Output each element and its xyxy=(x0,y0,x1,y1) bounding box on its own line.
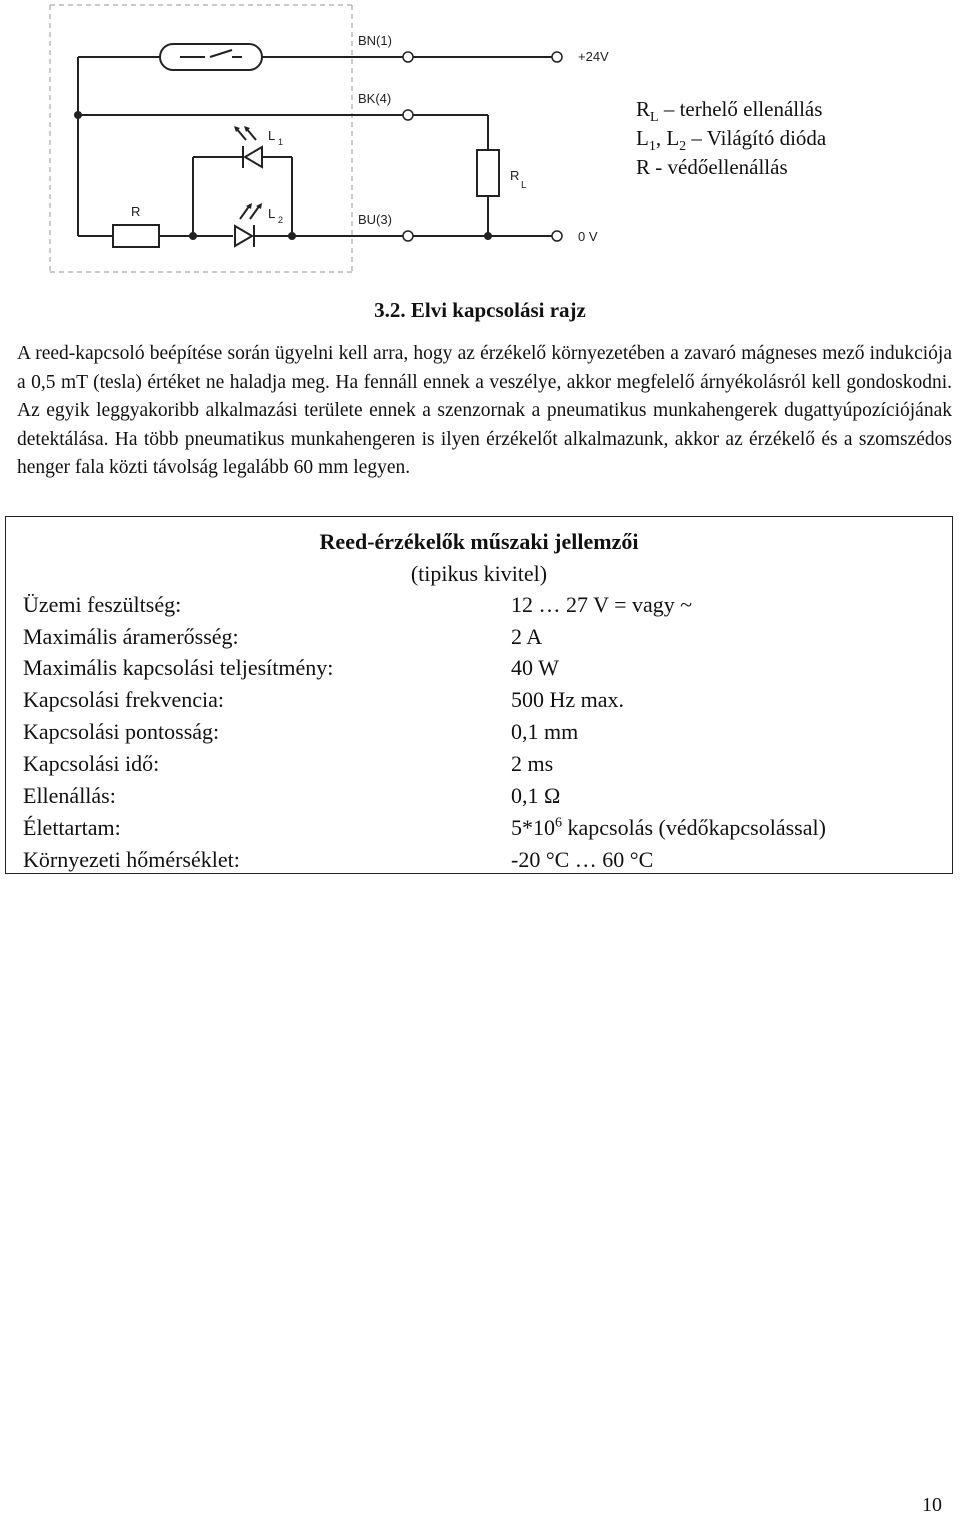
spec-value-base: 5*10 xyxy=(511,815,555,840)
legend-text: – terhelő ellenállás xyxy=(658,97,823,121)
spec-table xyxy=(5,516,953,874)
label-bn: BN(1) xyxy=(358,33,392,48)
legend-text: – Világító dióda xyxy=(686,126,827,150)
spec-value: 0,1 mm xyxy=(511,719,579,744)
spec-label: Maximális áramerősség: xyxy=(23,624,239,649)
spec-label: Ellenállás: xyxy=(23,783,116,808)
spec-label: Maximális kapcsolási teljesítmény: xyxy=(23,655,334,680)
spec-row xyxy=(23,624,943,656)
sensor-boundary xyxy=(50,5,352,272)
spec-value: 500 Hz max. xyxy=(511,687,625,712)
page-number: 10 xyxy=(922,1494,942,1516)
label-24v: +24V xyxy=(578,49,609,64)
label-r: R xyxy=(131,204,141,219)
legend-symbol: R xyxy=(636,97,651,121)
legend-r xyxy=(636,154,788,180)
label-bu: BU(3) xyxy=(358,212,392,227)
legend-subscript: 2 xyxy=(679,139,687,155)
terminal-bk xyxy=(403,110,413,120)
label-bk: BK(4) xyxy=(358,91,392,106)
legend-symbol: L xyxy=(636,126,649,150)
spec-label: Kapcsolási idő: xyxy=(23,751,160,776)
label-l1-sub: 1 xyxy=(278,137,284,147)
terminal-0v xyxy=(552,231,562,241)
spec-value xyxy=(511,815,826,841)
spec-row xyxy=(23,687,943,719)
spec-row xyxy=(23,719,943,751)
spec-value: 2 ms xyxy=(511,751,554,776)
legend-subscript: L xyxy=(650,110,659,126)
spec-value: 12 … 27 V = vagy ~ xyxy=(511,592,693,617)
legend-subscript: 1 xyxy=(648,139,656,155)
spec-subtitle: (tipikus kivitel) xyxy=(410,561,548,586)
spec-title: Reed-érzékelők műszaki jellemzői xyxy=(319,529,639,554)
label-l2: L xyxy=(268,206,276,221)
spec-value-exponent: 6 xyxy=(555,815,562,831)
spec-row xyxy=(23,815,943,847)
spec-label: Üzemi feszültség: xyxy=(23,592,182,617)
spec-label: Élettartam: xyxy=(23,815,121,840)
spec-value: 2 A xyxy=(511,624,543,649)
legend-symbol: R xyxy=(636,155,651,179)
legend-text: - védőellenállás xyxy=(650,155,788,179)
spec-value: 0,1 Ω xyxy=(511,783,561,808)
spec-value-rest: kapcsolás (védőkapcsolással) xyxy=(562,815,826,840)
terminal-bn xyxy=(403,52,413,62)
legend-symbol: , L xyxy=(655,126,680,150)
body-paragraph: A reed-kapcsoló beépítése során ügyelni kell arra, hogy az érzékelő környezetében a zavaró mágneses mező indukciója a 0,5 mT (tesla) értéket ne haladja meg. Ha fennáll ennek a veszélye, akkor megfelelő árnyékolásról kell gondoskodni. Az egyik leggyakoribb alkalmazási területe ennek a szenzornak a pneumatikus munkahengerek dugattyúpozíciójának detektálása. Ha több pneumatikus munkahengeren is ilyen érzékelőt alkalmazunk, akkor az érzékelő és a szomszédos henger fala közti távolság legalább 60 mm legyen. xyxy=(17,343,952,478)
spec-row xyxy=(23,751,943,783)
spec-value: -20 °C … 60 °C xyxy=(511,847,654,872)
label-rl-sub: L xyxy=(521,180,527,191)
label-rl: R xyxy=(510,168,520,183)
section-title: 3.2. Elvi kapcsolási rajz xyxy=(374,298,586,322)
spec-row xyxy=(23,655,943,687)
spec-row xyxy=(23,847,943,874)
spec-row xyxy=(23,783,943,815)
spec-label: Kapcsolási pontosság: xyxy=(23,719,220,744)
terminal-24v xyxy=(552,52,562,62)
label-l1: L xyxy=(268,128,276,143)
label-0v: 0 V xyxy=(578,229,598,244)
spec-label: Környezeti hőmérséklet: xyxy=(23,847,240,872)
spec-label: Kapcsolási frekvencia: xyxy=(23,687,224,712)
spec-value: 40 W xyxy=(511,655,559,680)
label-l2-sub: 2 xyxy=(278,215,284,225)
spec-row xyxy=(23,592,943,624)
terminal-bu xyxy=(403,231,413,241)
